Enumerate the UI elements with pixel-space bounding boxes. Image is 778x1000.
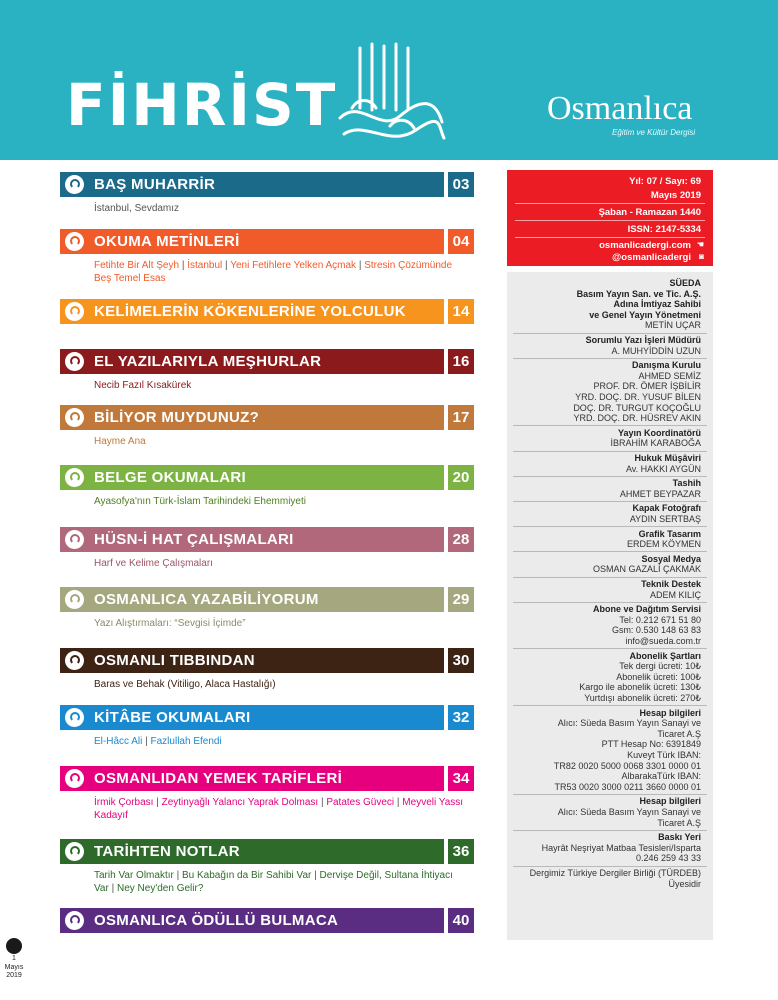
credit-role: Hukuk Müşâviri bbox=[634, 453, 701, 463]
credit-role: Grafik Tasarım bbox=[638, 528, 701, 539]
article-title[interactable]: İstanbul bbox=[187, 260, 223, 271]
credit-role: Teknik Destek bbox=[641, 579, 701, 589]
credit-name: Kuveyt Türk IBAN: bbox=[627, 750, 701, 760]
social-handle[interactable]: @osmanlicadergi bbox=[612, 252, 691, 263]
article-title[interactable]: El-Hâcc Ali bbox=[94, 736, 143, 747]
credit-name: YRD. DOÇ. DR. HÜSREV AKIN bbox=[573, 413, 701, 424]
section-title: BAŞ MUHARRİR bbox=[94, 176, 216, 193]
section-logo-icon bbox=[65, 769, 84, 788]
section-articles bbox=[94, 557, 464, 570]
credit-name: TR53 0020 3000 0211 3660 0000 01 bbox=[554, 781, 701, 792]
section-title: OSMANLICA ÖDÜLLÜ BULMACA bbox=[94, 912, 339, 929]
credit-divider bbox=[513, 648, 707, 649]
section-title: KİTÂBE OKUMALARI bbox=[94, 709, 251, 726]
section-articles bbox=[94, 735, 464, 748]
issue-month: Mayıs 2019 bbox=[650, 190, 701, 201]
credit-name: Abonelik ücreti: 100₺ bbox=[616, 671, 701, 682]
section-articles bbox=[94, 796, 464, 822]
article-title[interactable]: Bu Kabağın da Bir Sahibi Var bbox=[182, 870, 312, 881]
section-bar[interactable] bbox=[60, 299, 444, 324]
credit-name: Yurtdışı abonelik ücreti: 270₺ bbox=[584, 693, 701, 703]
credit-divider bbox=[513, 830, 707, 831]
credit-name: Üyesidir bbox=[668, 878, 701, 889]
issn: ISSN: 2147-5334 bbox=[627, 224, 701, 235]
section-logo-icon bbox=[65, 651, 84, 670]
footer-year: 2019 bbox=[6, 972, 22, 979]
credit-role: Basım Yayın San. ve Tic. A.Ş. bbox=[576, 288, 701, 299]
credit-name: Ticaret A.Ş bbox=[657, 728, 701, 739]
page-number-badge[interactable]: 14 bbox=[448, 299, 474, 324]
credit-divider bbox=[513, 358, 707, 359]
hijri-date: Şaban - Ramazan 1440 bbox=[598, 207, 701, 218]
web-cursor-icon: ☚ bbox=[696, 240, 704, 249]
credit-role: Abone ve Dağıtım Servisi bbox=[592, 604, 701, 615]
section-articles bbox=[94, 379, 464, 392]
credit-divider bbox=[513, 866, 707, 867]
section-title: HÜSN-İ HAT ÇALIŞMALARI bbox=[94, 531, 294, 548]
article-title[interactable]: Ney Ney'den Gelir? bbox=[116, 883, 204, 894]
divider bbox=[515, 203, 705, 204]
credit-name: TR82 0020 5000 0068 3301 0000 01 bbox=[553, 760, 701, 771]
credit-divider bbox=[513, 526, 707, 527]
section-bar[interactable] bbox=[60, 405, 444, 430]
section-bar[interactable] bbox=[60, 229, 444, 254]
credit-name: Alıcı: Süeda Basım Yayın Sanayi ve bbox=[557, 718, 701, 729]
credit-role: Kapak Fotoğrafı bbox=[632, 503, 701, 514]
separator: | bbox=[318, 797, 327, 808]
page-number-badge[interactable]: 16 bbox=[448, 349, 474, 374]
section-articles bbox=[94, 202, 464, 215]
credit-name: AlbarakaTürk IBAN: bbox=[621, 771, 701, 782]
credit-name: AHMET BEYPAZAR bbox=[619, 488, 701, 499]
page-number-badge[interactable]: 30 bbox=[448, 648, 474, 673]
section-logo-icon bbox=[65, 708, 84, 727]
credit-name: ERDEM KÖYMEN bbox=[626, 539, 701, 550]
article-title[interactable]: Baras ve Behak (Vitiligo, Alaca Hastalığı) bbox=[94, 679, 276, 690]
page-number-badge[interactable]: 32 bbox=[448, 705, 474, 730]
credit-role: Adına İmtiyaz Sahibi bbox=[613, 299, 701, 310]
separator: | bbox=[108, 883, 117, 894]
page-number-badge[interactable]: 40 bbox=[448, 908, 474, 933]
section-logo-icon bbox=[65, 352, 84, 371]
section-logo-icon bbox=[65, 408, 84, 427]
credit-divider bbox=[513, 333, 707, 334]
section-bar[interactable] bbox=[60, 648, 444, 673]
credit-name: 0.246 259 43 33 bbox=[635, 853, 701, 864]
section-bar[interactable] bbox=[60, 349, 444, 374]
page-number-badge[interactable]: 28 bbox=[448, 527, 474, 552]
credit-divider bbox=[513, 501, 707, 502]
footer-month: Mayıs bbox=[4, 964, 24, 971]
section-bar[interactable] bbox=[60, 766, 444, 791]
credit-role: Baskı Yeri bbox=[658, 832, 701, 843]
credit-name: Tek dergi ücreti: 10₺ bbox=[619, 661, 701, 672]
section-articles bbox=[94, 495, 464, 508]
instagram-icon: ◙ bbox=[699, 252, 704, 261]
article-title[interactable]: Harf ve Kelime Çalışmaları bbox=[94, 558, 213, 569]
page-number-badge[interactable]: 34 bbox=[448, 766, 474, 791]
section-logo-icon bbox=[65, 911, 84, 930]
credit-name: Alıcı: Süeda Basım Yayın Sanayi ve bbox=[557, 807, 701, 817]
article-title[interactable]: Patates Güveci bbox=[326, 797, 395, 808]
section-bar[interactable] bbox=[60, 527, 444, 552]
page-number-badge[interactable]: 29 bbox=[448, 587, 474, 612]
credit-name: İBRAHİM KARABOĞA bbox=[610, 438, 701, 449]
credit-name: YRD. DOÇ. DR. YUSUF BİLEN bbox=[575, 392, 701, 402]
section-articles bbox=[94, 617, 464, 630]
section-logo-icon bbox=[65, 302, 84, 321]
section-logo-icon bbox=[65, 530, 84, 549]
credit-role: SÜEDA bbox=[669, 278, 701, 288]
page-number: 1 bbox=[12, 955, 16, 962]
article-title[interactable]: Stresin Çözümünde Beş Temel Esas bbox=[94, 260, 453, 284]
credit-role: Danışma Kurulu bbox=[631, 360, 701, 371]
issue-info-box bbox=[507, 170, 713, 266]
magazine-logo: Osmanlıca bbox=[547, 90, 693, 127]
article-title[interactable]: İstanbul, Sevdamız bbox=[94, 203, 180, 214]
header-banner bbox=[0, 0, 778, 160]
credit-role: Sosyal Medya bbox=[641, 553, 701, 564]
credit-name: ADEM KILIÇ bbox=[649, 589, 701, 600]
section-logo-icon bbox=[65, 468, 84, 487]
credit-role: Yayın Koordinatörü bbox=[617, 427, 701, 438]
section-bar[interactable] bbox=[60, 172, 444, 197]
article-title[interactable]: Fetihte Bir Alt Şeyh bbox=[94, 260, 180, 271]
separator: | bbox=[394, 797, 403, 808]
credit-name: Hayrât Neşriyat Matbaa Tesisleri/Isparta bbox=[541, 842, 701, 853]
section-title: OKUMA METİNLERİ bbox=[94, 233, 240, 250]
credit-role: Hesap bilgileri bbox=[639, 707, 701, 718]
logo-tagline: Eğitim ve Kültür Dergisi bbox=[612, 128, 696, 137]
credit-name: Ticaret A.Ş bbox=[657, 817, 701, 828]
basmala-calligraphy-icon bbox=[330, 38, 450, 156]
section-title: BİLİYOR MUYDUNUZ? bbox=[94, 409, 260, 426]
website-link[interactable]: osmanlicadergi.com bbox=[599, 240, 691, 251]
section-articles bbox=[94, 678, 464, 691]
article-title[interactable]: Meyveli Yassı Kadayıf bbox=[94, 797, 464, 821]
credit-name: A. MUHYİDDİN UZUN bbox=[611, 345, 701, 356]
credit-name: PROF. DR. ÖMER İŞBİLİR bbox=[593, 381, 701, 392]
separator: | bbox=[222, 260, 231, 271]
article-title[interactable]: Necib Fazıl Kısakürek bbox=[94, 380, 192, 391]
credit-name: Kargo ile abonelik ücreti: 130₺ bbox=[579, 682, 701, 693]
article-title[interactable]: Tarih Var Olmaktır bbox=[94, 870, 174, 881]
separator: | bbox=[179, 260, 188, 271]
credit-divider bbox=[513, 476, 707, 477]
article-title[interactable]: Yeni Fetihlere Yelken Açmak bbox=[230, 260, 357, 271]
section-title: OSMANLIDAN YEMEK TARİFLERİ bbox=[94, 770, 343, 787]
section-articles bbox=[94, 259, 464, 285]
section-bar[interactable] bbox=[60, 587, 444, 612]
credit-role: Hesap bilgileri bbox=[639, 796, 701, 807]
credit-name: AHMED SEMİZ bbox=[638, 370, 701, 381]
section-title: EL YAZILARIYLA MEŞHURLAR bbox=[94, 353, 322, 370]
separator: | bbox=[153, 797, 162, 808]
article-title[interactable]: Zeytinyağlı Yalancı Yaprak Dolması bbox=[161, 797, 319, 808]
article-title[interactable]: Hayme Ana bbox=[94, 436, 146, 447]
section-title: TARİHTEN NOTLAR bbox=[94, 843, 240, 860]
section-logo-icon bbox=[65, 842, 84, 861]
page-number-badge[interactable]: 17 bbox=[448, 405, 474, 430]
credit-divider bbox=[513, 794, 707, 795]
credit-name: Av. HAKKI AYGÜN bbox=[625, 463, 701, 474]
credit-name: DOÇ. DR. TURGUT KOÇOĞLU bbox=[573, 402, 701, 413]
article-title[interactable]: Yazı Alıştırmaları: “Sevgisi İçimde” bbox=[94, 618, 246, 629]
article-title[interactable]: İrmik Çorbası bbox=[94, 797, 154, 808]
section-bar[interactable] bbox=[60, 465, 444, 490]
credit-role: Abonelik Şartları bbox=[629, 650, 701, 661]
credit-divider bbox=[513, 451, 707, 452]
page-number-badge[interactable]: 04 bbox=[448, 229, 474, 254]
credit-name: Tel: 0.212 671 51 80 bbox=[619, 614, 701, 625]
section-logo-icon bbox=[65, 232, 84, 251]
section-logo-icon bbox=[65, 175, 84, 194]
section-title: KELİMELERİN KÖKENLERİNE YOLCULUK bbox=[94, 303, 406, 320]
credit-divider bbox=[513, 602, 707, 603]
credit-role: Sorumlu Yazı İşleri Müdürü bbox=[585, 335, 701, 345]
divider bbox=[515, 220, 705, 221]
section-bar[interactable] bbox=[60, 908, 444, 933]
separator: | bbox=[311, 870, 320, 881]
credit-name: PTT Hesap No: 6391849 bbox=[601, 739, 701, 750]
section-logo-icon bbox=[65, 590, 84, 609]
article-title[interactable]: Dervişe Değil, Sultana İhtiyacı Var bbox=[94, 870, 453, 894]
credit-role: Tashih bbox=[672, 478, 701, 489]
credit-name: Gsm: 0.530 148 63 83 bbox=[611, 625, 701, 636]
credit-name: AYDIN SERTBAŞ bbox=[629, 514, 701, 524]
credits-box bbox=[507, 272, 713, 940]
page-number-badge[interactable]: 20 bbox=[448, 465, 474, 490]
credit-name: info@sueda.com.tr bbox=[625, 636, 701, 646]
article-title[interactable]: Fazlullah Efendi bbox=[150, 736, 222, 747]
credit-divider bbox=[513, 551, 707, 552]
section-bar[interactable] bbox=[60, 839, 444, 864]
divider bbox=[515, 237, 705, 238]
section-title: BELGE OKUMALARI bbox=[94, 469, 246, 486]
credit-name: OSMAN GAZALİ ÇAKMAK bbox=[592, 564, 701, 575]
credit-name: METİN UÇAR bbox=[645, 320, 701, 331]
section-articles bbox=[94, 435, 464, 448]
issue-number: Yıl: 07 / Sayı: 69 bbox=[629, 176, 701, 187]
separator: | bbox=[142, 736, 151, 747]
separator: | bbox=[356, 260, 365, 271]
page-title: FİHRİST bbox=[66, 71, 338, 139]
section-articles bbox=[94, 869, 464, 895]
credit-name: Dergimiz Türkiye Dergiler Birliği (TÜRDEB) bbox=[529, 868, 701, 878]
credit-role: ve Genel Yayın Yönetmeni bbox=[589, 309, 701, 320]
page-number-badge[interactable]: 03 bbox=[448, 172, 474, 197]
article-title[interactable]: Ayasofya'nın Türk-İslam Tarihindeki Ehemmiyeti bbox=[94, 496, 306, 507]
section-bar[interactable] bbox=[60, 705, 444, 730]
page-number-badge[interactable]: 36 bbox=[448, 839, 474, 864]
credit-divider bbox=[513, 425, 707, 426]
credit-divider bbox=[513, 705, 707, 706]
section-title: OSMANLI TIBBINDAN bbox=[94, 652, 255, 669]
separator: | bbox=[173, 870, 182, 881]
magazine-mark-icon bbox=[6, 938, 22, 954]
credit-divider bbox=[513, 577, 707, 578]
section-title: OSMANLICA YAZABİLİYORUM bbox=[94, 591, 319, 608]
